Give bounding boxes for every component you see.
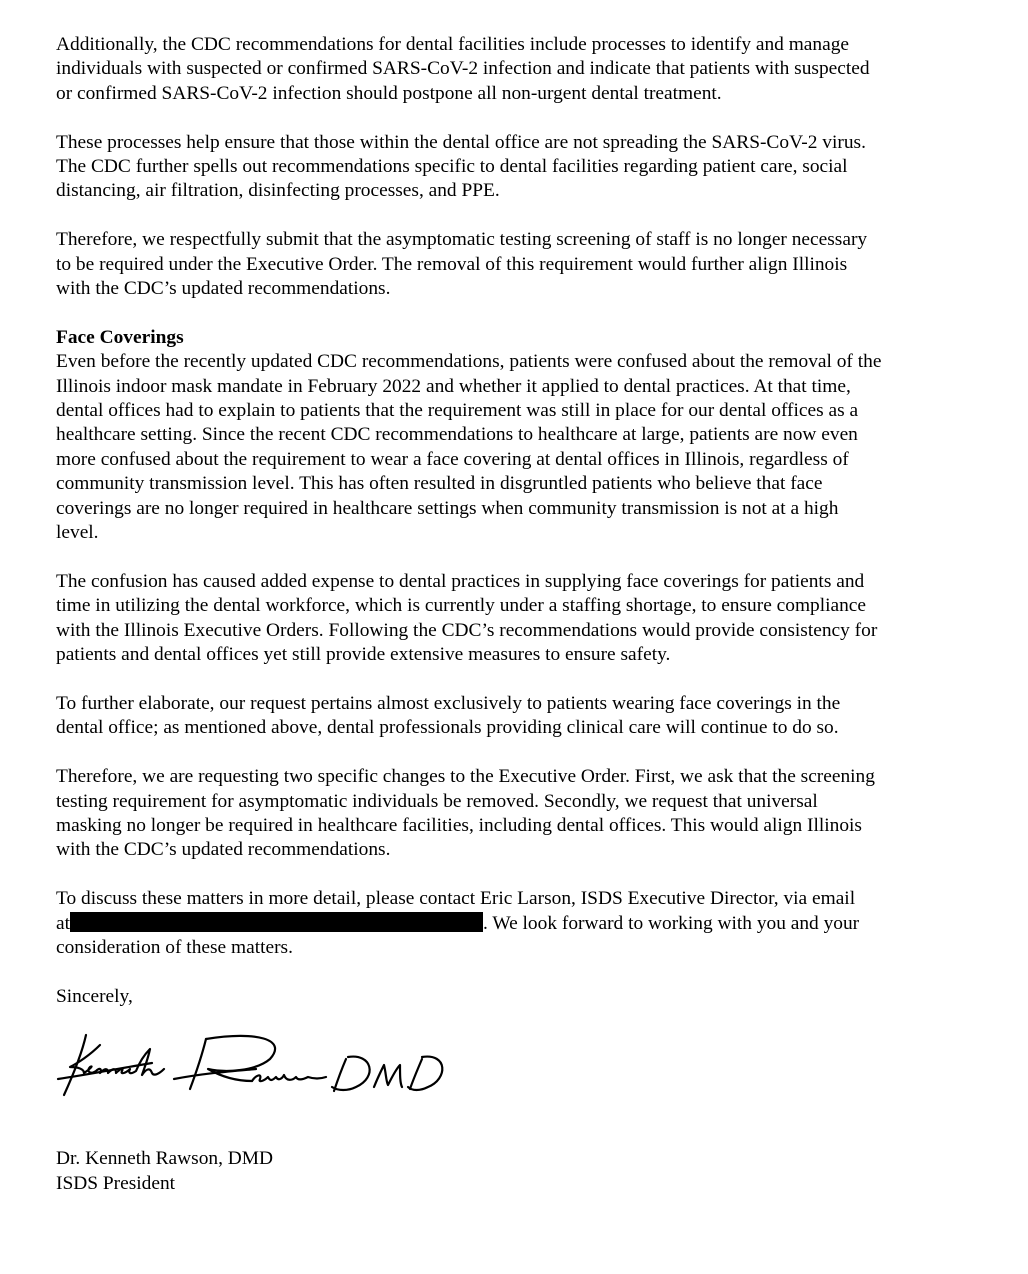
text-line: dental office; as mentioned above, dental professionals providing clinical care will continue to do so. bbox=[56, 717, 839, 739]
signer-name: Dr. Kenneth Rawson, DMD bbox=[56, 1148, 274, 1170]
signer-block bbox=[56, 1147, 976, 1196]
contact-suffix-text: . We look forward to working with you and your bbox=[483, 912, 860, 934]
paragraph-elaboration bbox=[56, 692, 976, 741]
text-line: Therefore, we respectfully submit that the asymptomatic testing screening of staff is no longer necessary bbox=[56, 229, 868, 251]
text-line: more confused about the requirement to wear a face covering at dental offices in Illinois, regardless of bbox=[56, 448, 849, 470]
paragraph-processes bbox=[56, 131, 976, 204]
paragraph-face-coverings bbox=[56, 326, 976, 546]
text-line: or confirmed SARS-CoV-2 infection should postpone all non-urgent dental treatment. bbox=[56, 82, 722, 104]
text-line: healthcare setting. Since the recent CDC recommendations to healthcare at large, patients are now even bbox=[56, 424, 858, 446]
text-line: Even before the recently updated CDC recommendations, patients were confused about the removal of the bbox=[56, 351, 882, 373]
text-line: The CDC further spells out recommendations specific to dental facilities regarding patient care, social bbox=[56, 156, 848, 178]
text-line: masking no longer be required in healthcare facilities, including dental offices. This would align Illinois bbox=[56, 814, 862, 836]
paragraph-contact bbox=[56, 887, 976, 960]
text-line: coverings are no longer required in healthcare settings when community transmission is not at a high bbox=[56, 497, 839, 519]
text-line-with-redaction bbox=[56, 912, 976, 936]
text-line: These processes help ensure that those within the dental office are not spreading the SARS-CoV-2 virus. bbox=[56, 131, 866, 153]
text-line: consideration of these matters. bbox=[56, 936, 293, 958]
signer-title: ISDS President bbox=[56, 1172, 176, 1194]
contact-at-text: at bbox=[56, 912, 70, 934]
letter-page bbox=[56, 33, 976, 1196]
section-heading-face-coverings: Face Coverings bbox=[56, 326, 184, 348]
text-line: to be required under the Executive Order. The removal of this requirement would further align Illinois bbox=[56, 253, 848, 275]
text-line: dental offices had to explain to patients that the requirement was still in place for our dental offices as a bbox=[56, 400, 859, 422]
text-line: To further elaborate, our request pertains almost exclusively to patients wearing face coverings in the bbox=[56, 692, 841, 714]
text-line: distancing, air filtration, disinfecting processes, and PPE. bbox=[56, 180, 500, 202]
text-line: To discuss these matters in more detail, please contact Eric Larson, ISDS Executive Director, via email bbox=[56, 888, 856, 910]
text-line: community transmission level. This has often resulted in disgruntled patients who believe that face bbox=[56, 473, 823, 495]
paragraph-cdc-dental-recommendations bbox=[56, 33, 976, 106]
text-line: time in utilizing the dental workforce, which is currently under a staffing shortage, to ensure compliance bbox=[56, 595, 867, 617]
text-line: Illinois indoor mask mandate in February 2022 and whether it applied to dental practices. At that time, bbox=[56, 375, 851, 397]
text-line: with the CDC’s updated recommendations. bbox=[56, 839, 391, 861]
paragraph-requested-changes bbox=[56, 765, 976, 863]
text-line: Therefore, we are requesting two specific changes to the Executive Order. First, we ask that the screening bbox=[56, 766, 875, 788]
paragraph-testing-request bbox=[56, 228, 976, 301]
text-line: individuals with suspected or confirmed SARS-CoV-2 infection and indicate that patients with suspected bbox=[56, 58, 870, 80]
closing-salutation: Sincerely, bbox=[56, 985, 133, 1007]
paragraph-confusion-expense bbox=[56, 570, 976, 668]
redacted-email-block bbox=[70, 912, 483, 932]
text-line: testing requirement for asymptomatic individuals be removed. Secondly, we request that universal bbox=[56, 790, 818, 812]
handwritten-signature bbox=[56, 1029, 446, 1105]
text-line: The confusion has caused added expense to dental practices in supplying face coverings for patients and bbox=[56, 570, 865, 592]
text-line: Additionally, the CDC recommendations for dental facilities include processes to identify and manage bbox=[56, 34, 849, 55]
text-line: level. bbox=[56, 522, 99, 544]
text-line: patients and dental offices yet still provide extensive measures to ensure safety. bbox=[56, 644, 671, 666]
text-line: with the Illinois Executive Orders. Following the CDC’s recommendations would provide consistency for bbox=[56, 619, 878, 641]
text-line: with the CDC’s updated recommendations. bbox=[56, 278, 391, 300]
